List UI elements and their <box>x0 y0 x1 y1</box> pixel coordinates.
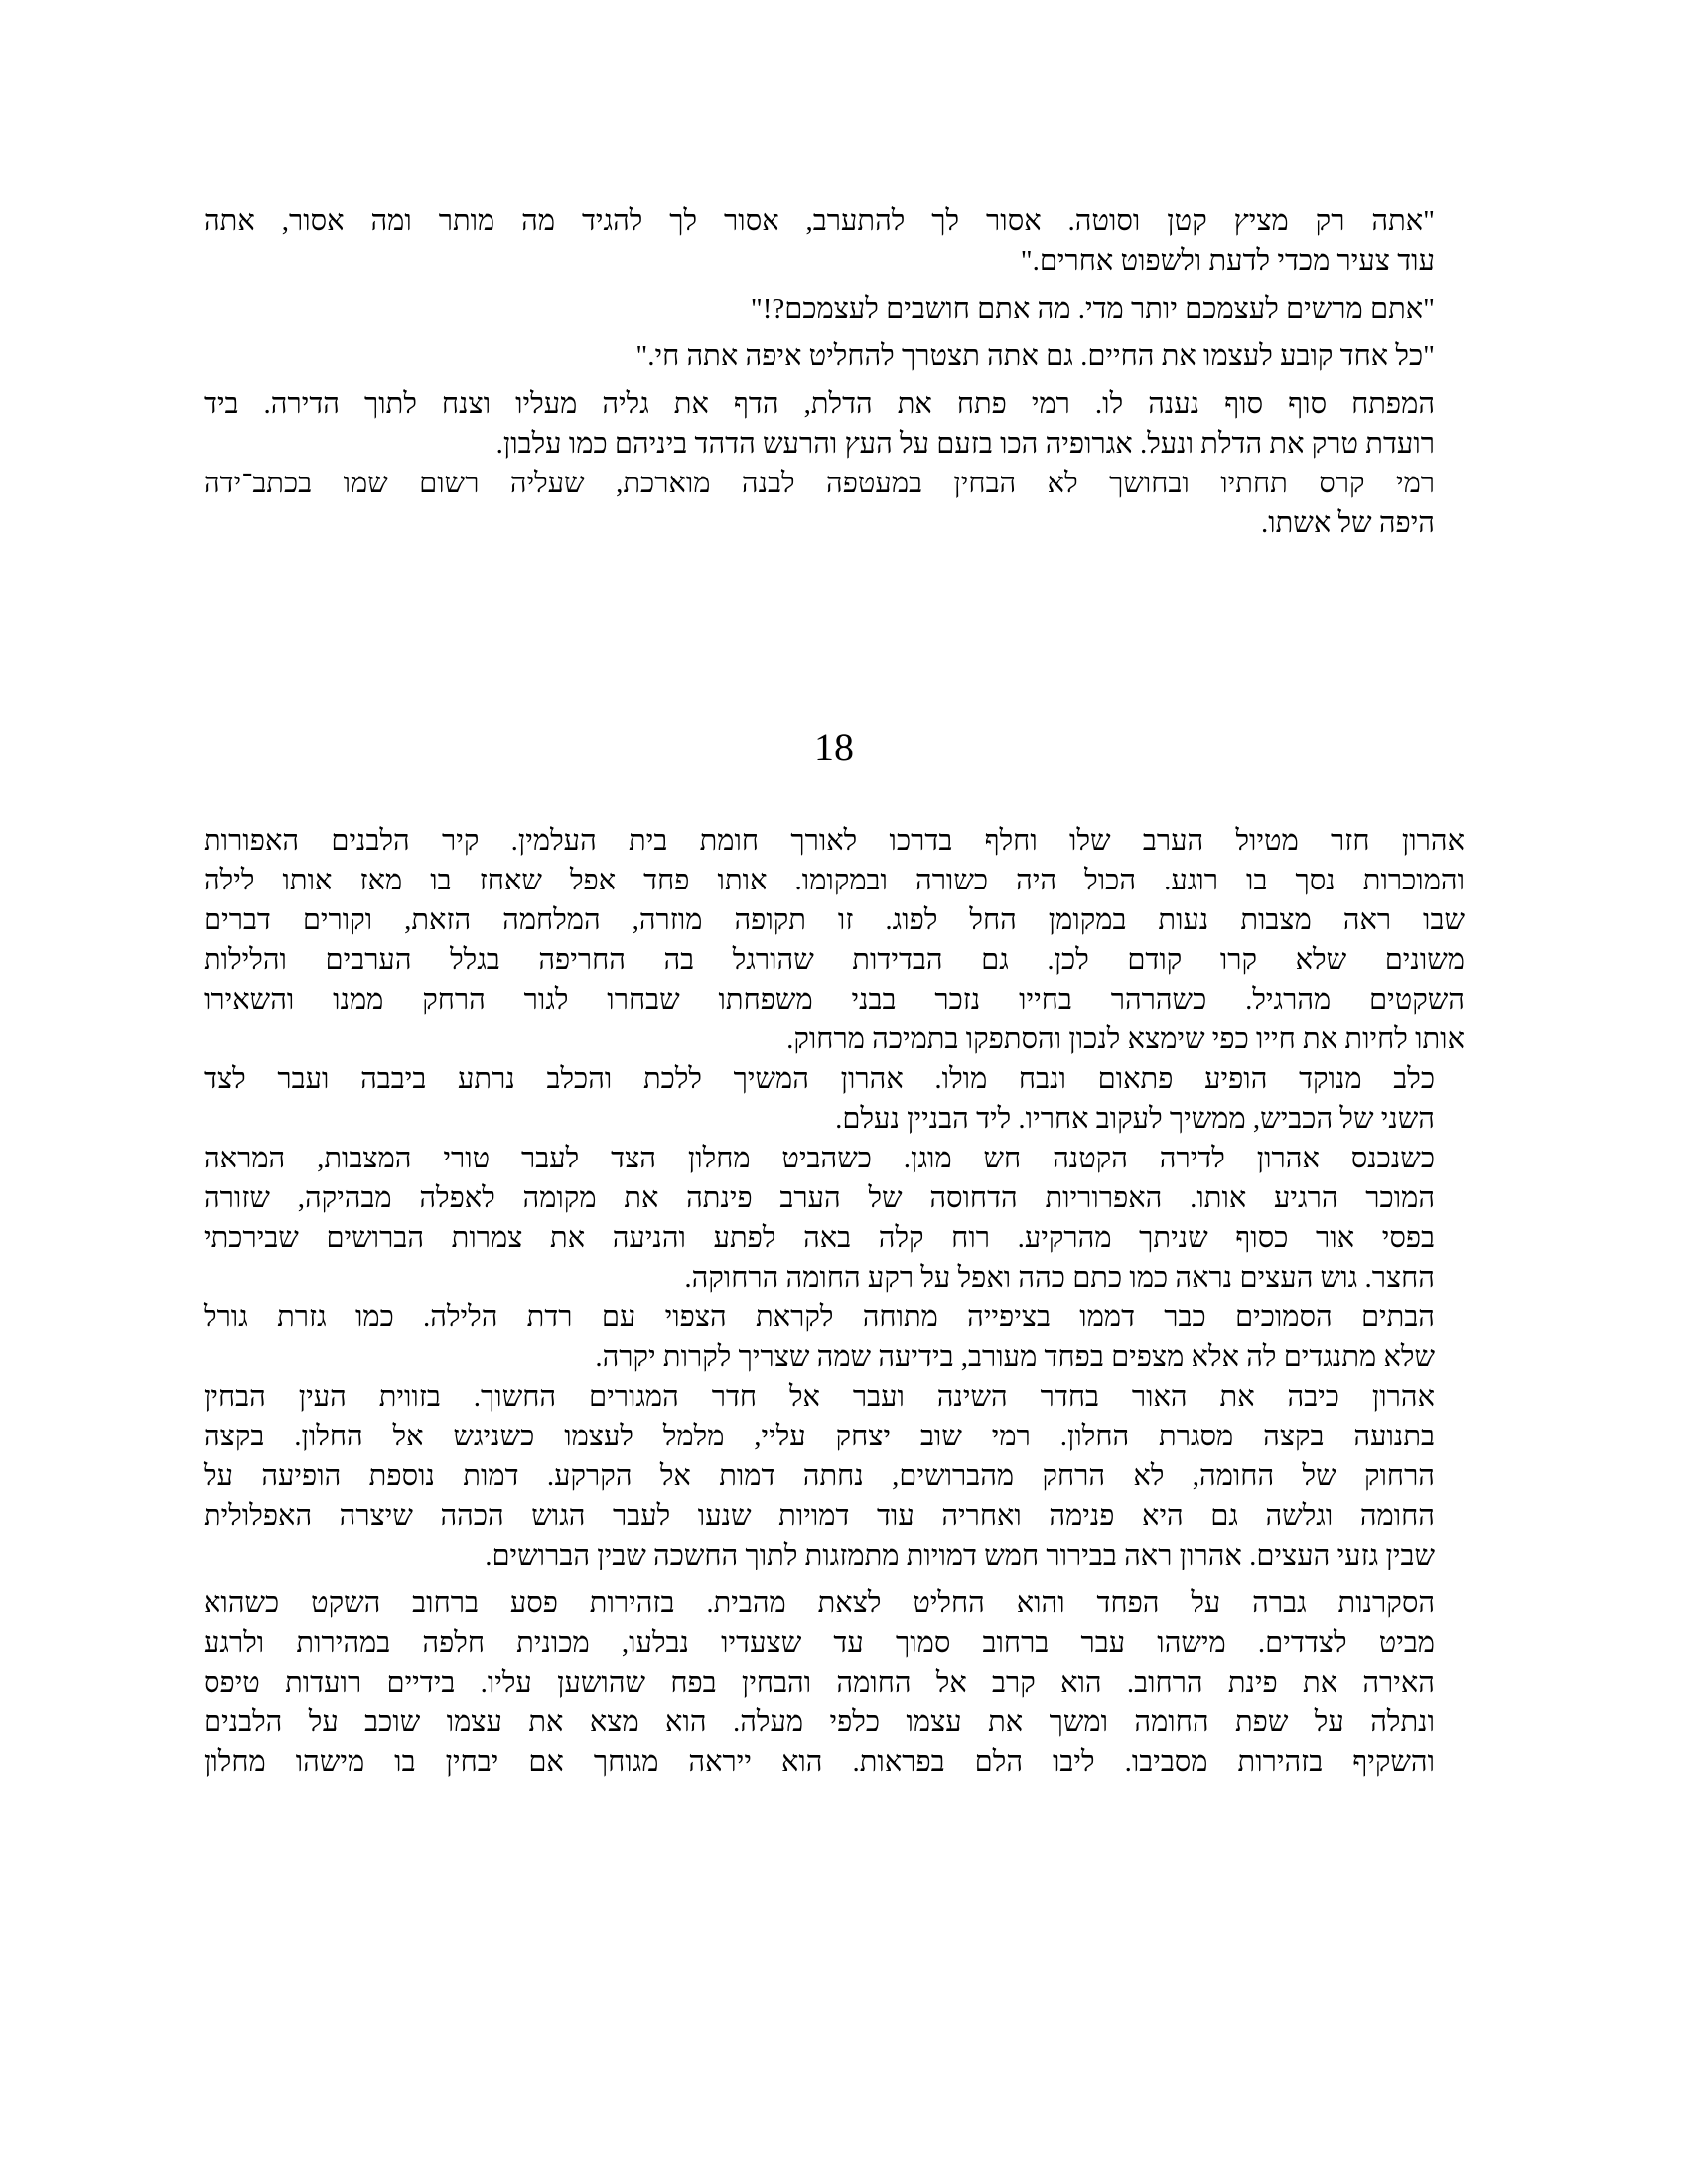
text-line: החצר. גוש העצים נראה כמו כתם כהה ואפל על רקע החומה הרחוקה. <box>684 1262 1435 1294</box>
text-line: אהרון כיבה את האור בחדר השינה ועבר אל חדר המגורים החשוך. בזווית העין הבחין <box>204 1381 1435 1413</box>
narrative-paragraph <box>204 1583 1465 1782</box>
text-line: המוכר הרגיע אותו. האפרוריות הדחוסה של הערב פינתה את מקומה לאפלה מבהיקה, שזורה <box>204 1182 1435 1214</box>
text-line: ונתלה על שפת החומה ומשך את עצמו כלפי מעלה. הוא מצא את עצמו שוכב על הלבנים <box>204 1706 1435 1738</box>
narrative-paragraph <box>204 1059 1465 1139</box>
text-line: "אתם מרשים לעצמכם יותר מדי. מה אתם חושבים לעצמכם?!" <box>750 293 1435 325</box>
text-line: כלב מנוקד הופיע פתאום ונבח מולו. אהרון המשיך ללכת והכלב נרתע ביבבה ועבר לצד <box>204 1063 1435 1095</box>
text-line: כשנכנס אהרון לדירה הקטנה חש מוגן. כשהביט מחלון הצד לעבר טורי המצבות, המראה <box>204 1143 1435 1174</box>
text-line: שבו ראה מצבות נעות במקומן החל לפוג. זו תקופה מוזרה, המלחמה הזאת, וקורים דברים <box>204 904 1465 936</box>
dialogue-paragraph <box>204 337 1465 376</box>
text-line: מביט לצדדים. מישהו עבר ברחוב סמוך עד שצעדיו נבלעו, מכונית חלפה במהירות ולרגע <box>204 1627 1435 1659</box>
narrative-paragraph <box>204 464 1465 543</box>
dialogue-paragraph <box>204 202 1465 281</box>
text-line: שלא מתנגדים לה אלא מצפים בפחד מעורב, בידיעה שמה שצריך לקרות יקרה. <box>595 1341 1435 1373</box>
text-line: והשקיף בזהירות מסביבו. ליבו הלם בפראות. הוא ייראה מגוחך אם יבחין בו מישהו מחלון <box>204 1746 1435 1778</box>
text-line: והמוכרות נסך בו רוגע. הכול היה כשורה ובמקומו. אותו פחד אפל שאחז בו מאז אותו לילה <box>204 865 1465 896</box>
text-line: השקטים מהרגיל. כשהרהר בחייו נזכר בבני משפחתו שבחרו לגור הרחק ממנו והשאירו <box>204 984 1465 1016</box>
text-line: רועדת טרק את הדלת ונעל. אגרופיה הכו בזעם על העץ והרעש הדהד ביניהם כמו עלבון. <box>495 428 1435 460</box>
document-page <box>204 0 1465 2184</box>
text-line: שבין גזעי העצים. אהרון ראה בבירור חמש דמויות מתמזגות לתוך החשכה שבין הברושים. <box>485 1540 1435 1571</box>
narrative-paragraph <box>204 1377 1465 1575</box>
narrative-paragraph <box>204 384 1465 464</box>
text-line: אהרון חזר מטיול הערב שלו וחלף בדרכו לאורך חומת בית העלמין. קיר הלבנים האפורות <box>204 825 1465 857</box>
text-line: משונים שלא קרו קודם לכן. גם הבדידות שהורגל בה החריפה בגלל הערבים והלילות <box>204 944 1465 976</box>
text-line: אותו לחיות את חייו כפי שימצא לנכון והסתפקו בתמיכה מרחוק. <box>786 1024 1465 1055</box>
chapter-18-body <box>204 821 1465 1782</box>
text-line: עוד צעיר מכדי לדעת ולשפוט אחרים." <box>1020 245 1435 277</box>
narrative-paragraph <box>204 1297 1465 1377</box>
chapter-17-ending <box>204 202 1465 543</box>
narrative-paragraph <box>204 1139 1465 1297</box>
narrative-paragraph <box>204 821 1465 1059</box>
text-line: הבתים הסמוכים כבר דממו בציפייה מתוחה לקראת הצפוי עם רדת הלילה. כמו גזרת גורל <box>204 1301 1435 1333</box>
text-line: היפה של אשתו. <box>1260 507 1435 539</box>
text-line: "אתה רק מציץ קטן וסוטה. אסור לך להתערב, אסור לך להגיד מה מותר ומה אסור, אתה <box>204 205 1435 237</box>
text-line: "כל אחד קובע לעצמו את החיים. גם אתה תצטרך להחליט איפה אתה חי." <box>635 341 1435 372</box>
text-line: בפסי אור כסוף שניתך מהרקיע. רוח קלה באה לפתע והניעה את צמרות הברושים שבירכתי <box>204 1222 1435 1254</box>
text-line: רמי קרס תחתיו ובחושך לא הבחין במעטפה לבנה מוארכת, שעליה רשום שמו בכתב־ידה <box>204 468 1435 499</box>
text-line: החומה וגלשה גם היא פנימה ואחריה עוד דמויות שנעו לעבר הגוש הכהה שיצרה האפלולית <box>204 1500 1435 1532</box>
text-line: הסקרנות גברה על הפחד והוא החליט לצאת מהבית. בזהירות פסע ברחוב השקט כשהוא <box>204 1587 1435 1619</box>
text-line: בתנועה בקצה מסגרת החלון. רמי שוב יצחק עליי, מלמל לעצמו כשניגש אל החלון. בקצה <box>204 1421 1435 1452</box>
text-line: השני של הכביש, ממשיך לעקוב אחריו. ליד הבניין נעלם. <box>835 1103 1435 1135</box>
text-line: האירה את פינת הרחוב. הוא קרב אל החומה והבחין בפח שהושען עליו. בידיים רועדות טיפס <box>204 1667 1435 1699</box>
text-line: הרחוק של החומה, לא הרחק מהברושים, נחתה דמות אל הקרקע. דמות נוספת הופיעה על <box>204 1460 1435 1492</box>
chapter-number: 18 <box>814 725 854 769</box>
text-line: המפתח סוף סוף נענה לו. רמי פתח את הדלת, הדף את גליה מעליו וצנח לתוך הדירה. ביד <box>204 388 1435 420</box>
dialogue-paragraph <box>204 289 1465 329</box>
